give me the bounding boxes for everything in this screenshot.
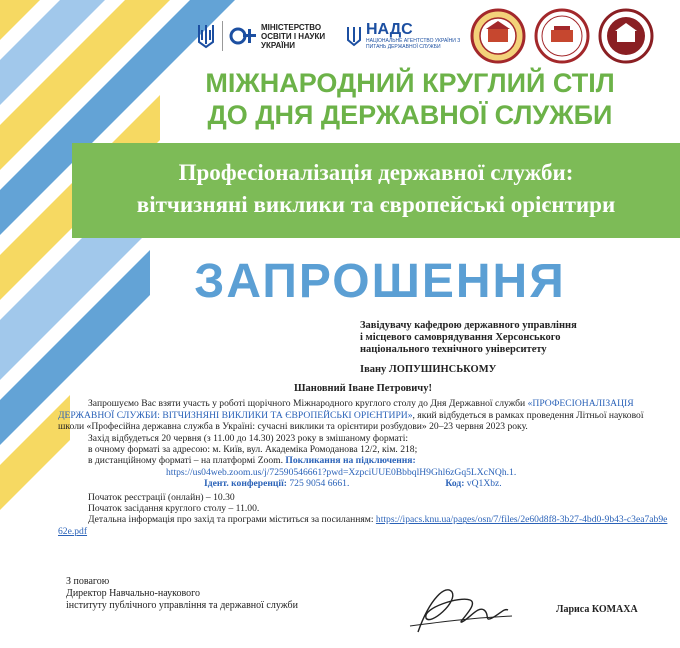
nads-subtitle: НАЦІОНАЛЬНЕ АГЕНТСТВО УКРАЇНИ З ПИТАНЬ ДЕРЖАВНОЇ СЛУЖБИ [366,38,461,50]
logo-strip [196,6,654,66]
event-title: «ПРОФЕСІОНАЛІЗАЦІЯ ДЕРЖАВНОЇ СЛУЖБИ: ВІТЧИЗНЯНІ ВИКЛИКИ ТА ЄВРОПЕЙСЬКІ ОРІЄНТИРИ» [58,398,634,421]
online-link-label: Покликання на підключення: [285,455,416,467]
addressee-line-2: і місцевого самоврядування Херсонського [360,332,561,343]
details-text: Детальна інформація про захід та програми міститься за посиланням: [88,514,374,526]
addressee-line-3: національного технічного університету [360,344,547,355]
paragraph-online [58,455,668,466]
invitation-title: ЗАПРОШЕННЯ [194,255,566,308]
start-time: Початок засідання круглого столу – 11.00. [88,503,260,515]
addressee-line-1: Завідувачу кафедрою державного управління [360,320,577,331]
signature-block [66,576,298,612]
handwritten-signature [400,578,520,640]
zoom-link[interactable]: https://us04web.zoom.us/j/72590546661?pwd=XzpciUUE0BbbqlH9Ghl6zGq5LXcNQh.1. [166,466,517,478]
invite-text-b: , який відбудеться в рамках проведення Літньої наукової школи «Професійна державна служба в Україні: сучасні виклики та орієнтири розбудови» 20–23 червня 2023 року. [58,409,644,433]
code-label: Код: [445,478,465,490]
conference-id-label: Ідент. конференції: [204,478,287,490]
theme-title [72,157,680,221]
heading-line-2: ДО ДНЯ ДЕРЖАВНОЇ СЛУЖБИ [207,100,613,130]
signer-name: Лариса КОМАХА [556,604,638,615]
details-paragraph [58,514,668,537]
signature-line-3: інституту публічного управління та державної служби [66,600,298,611]
conference-id: 725 9054 6661. [289,478,350,490]
registration-time: Початок реєстрації (онлайн) – 10.30 [88,491,235,503]
online-text: в дистанційному форматі – на платформі Zoom. [88,455,284,467]
details-link[interactable]: https://ipacs.knu.ua/pages/osn/7/files/2e60d8f8-3b27-4bd0-9b43-c3ea7ab9e62e.pdf [58,514,668,537]
theme-line-1: Професіоналізація державної служби: [178,160,574,185]
invite-text-a: Запрошуємо Вас взяти участь у роботі щорічного Міжнародного круглого столу до Дня Державної служби [88,398,526,410]
conference-id-line [58,478,668,489]
nads-emblem-icon [345,24,363,48]
trident-icon [196,22,216,50]
university-seal-1-icon [470,8,526,64]
heading-line-1: МІЖНАРОДНИЙ КРУГЛИЙ СТІЛ [205,68,615,98]
paragraph-offline: в очному форматі за адресою: м. Київ, вул. Академіка Ромоданова 12/2, кім. 218; [88,444,418,456]
nads-title: НАДС [366,21,413,38]
signature-line-1: З повагою [66,576,110,587]
ministry-logo-icon [229,25,257,47]
code-value: vQ1Xbz. [466,478,502,490]
university-seal-3-icon [598,8,654,64]
paragraph-date: Захід відбудеться 20 червня (з 11.00 до 14.30) 2023 року в змішаному форматі: [88,432,409,444]
paragraph-invite [58,398,668,432]
university-seal-2-icon [534,8,590,64]
theme-line-2: вітчизняні виклики та європейські орієнтири [136,192,616,217]
letter-body [58,383,668,537]
signature-line-2: Директор Навчально-наукового [66,588,201,599]
ministry-name: МІНІСТЕРСТВО ОСВІТИ І НАУКИ УКРАЇНИ [261,22,326,50]
addressee-block [360,320,577,376]
salutation: Шановний Іване Петровичу! [294,383,432,394]
zoom-link-line [58,467,668,478]
addressee-name: Івану ЛОПУШИНСЬКОМУ [360,364,497,375]
